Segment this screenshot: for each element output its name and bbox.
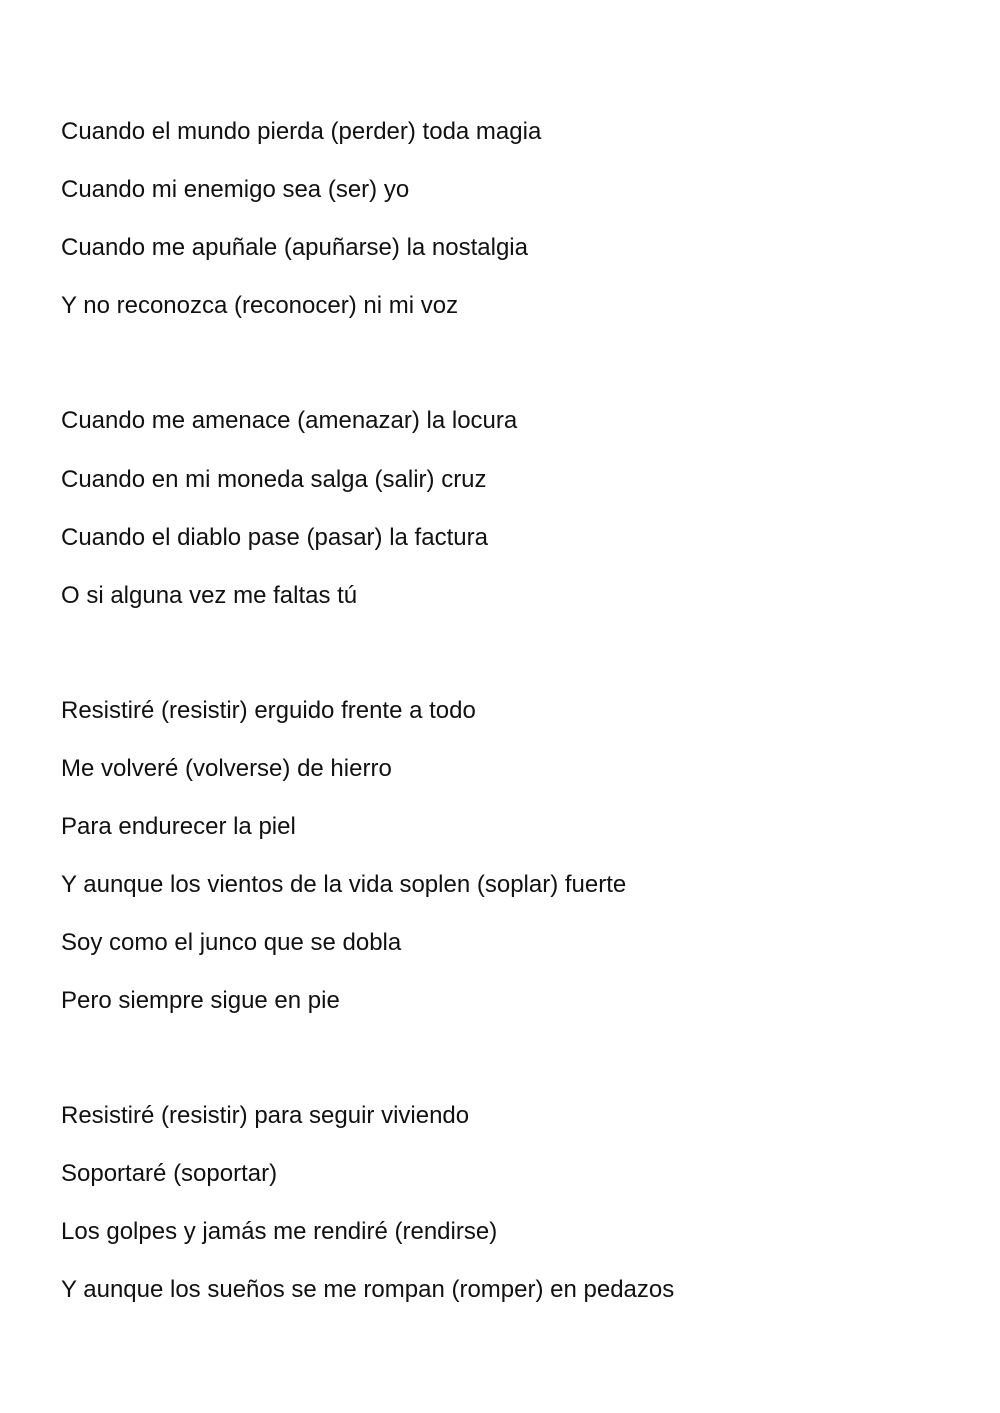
lyric-line: Resistiré (resistir) erguido frente a todo xyxy=(61,697,476,724)
lyric-line: Resistiré (resistir) para seguir viviendo xyxy=(61,1102,470,1129)
lyric-line: Cuando en mi moneda salga (salir) cruz xyxy=(61,466,487,493)
lyric-line: Cuando mi enemigo sea (ser) yo xyxy=(61,176,410,203)
lyric-line: Y aunque los sueños se me rompan (romper) en pedazos xyxy=(61,1276,675,1303)
lyric-line: Cuando el diablo pase (pasar) la factura xyxy=(61,524,488,551)
lyric-line: Cuando el mundo pierda (perder) toda magia xyxy=(61,118,542,145)
lyric-line: Para endurecer la piel xyxy=(61,813,296,840)
lyric-line: Me volveré (volverse) de hierro xyxy=(61,755,392,782)
lyric-line: Pero siempre sigue en pie xyxy=(61,987,340,1014)
lyric-line: O si alguna vez me faltas tú xyxy=(61,582,358,609)
lyric-line: Los golpes y jamás me rendiré (rendirse) xyxy=(61,1218,498,1245)
lyric-line: Cuando me apuñale (apuñarse) la nostalgia xyxy=(61,234,528,261)
lyric-line: Y no reconozca (reconocer) ni mi voz xyxy=(61,292,459,319)
lyric-line: Soy como el junco que se dobla xyxy=(61,929,402,956)
lyric-line: Soportaré (soportar) xyxy=(61,1160,278,1187)
lyric-line: Cuando me amenace (amenazar) la locura xyxy=(61,407,518,434)
lyric-line: Y aunque los vientos de la vida soplen (soplar) fuerte xyxy=(61,871,627,898)
